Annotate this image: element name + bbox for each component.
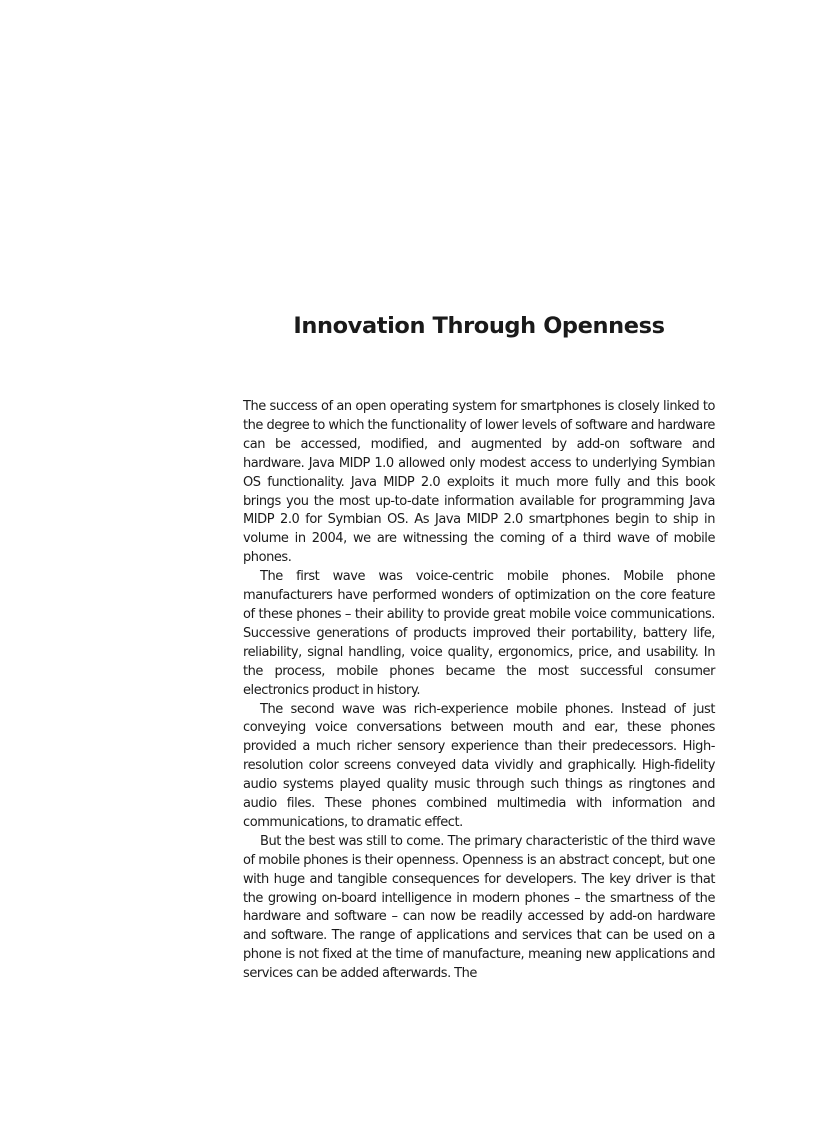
paragraph-1: The success of an open operating system for smartphones is closely linked to the degree to which the functionality of lower levels of software and hardware can be accessed, modified, and augmented by add-on software and hardware. Java MIDP 1.0 allowed only modest access to underlying Symbian OS functionality. Java MIDP 2.0 exploits it much more fully and this book brings you the most up-to-date information available for programming Java MIDP 2.0 for Symbian OS. As Java MIDP 2.0 smartphones begin to ship in volume in 2004, we are witnessing the coming of a third wave of mobile phones. — [243, 399, 715, 566]
paragraph-2: The first wave was voice-centric mobile phones. Mobile phone manufacturers have performed wonders of optimization on the core feature of these phones – their ability to provide great mobile voice communications. Successive generations of products improved their portability, battery life, reliability, signal handling, voice quality, ergonomics, price, and usability. In the process, mobile phones became the most successful consumer electronics product in history. — [243, 569, 715, 698]
body-text — [243, 398, 715, 984]
paragraph-3: The second wave was rich-experience mobile phones. Instead of just conveying voice conversations between mouth and ear, these phones provided a much richer sensory experience than their predecessors. High-resolution color screens conveyed data vividly and graphically. High-fidelity audio systems played quality music through such things as ringtones and audio files. These phones combined multimedia with information and communications, to dramatic effect. — [243, 701, 715, 830]
chapter-title: Innovation Through Openness — [293, 313, 665, 339]
paragraph-4: But the best was still to come. The primary characteristic of the third wave of mobile phones is their openness. Openness is an abstract concept, but one with huge and tangible consequences for developers. The key driver is that the growing on-board intelligence in modern phones – the smartness of the hardware and software – can now be readily accessed by add-on hardware and software. The range of applications and services that can be used on a phone is not fixed at the time of manufacture, meaning new applications and services can be added afterwards. The — [243, 833, 715, 982]
